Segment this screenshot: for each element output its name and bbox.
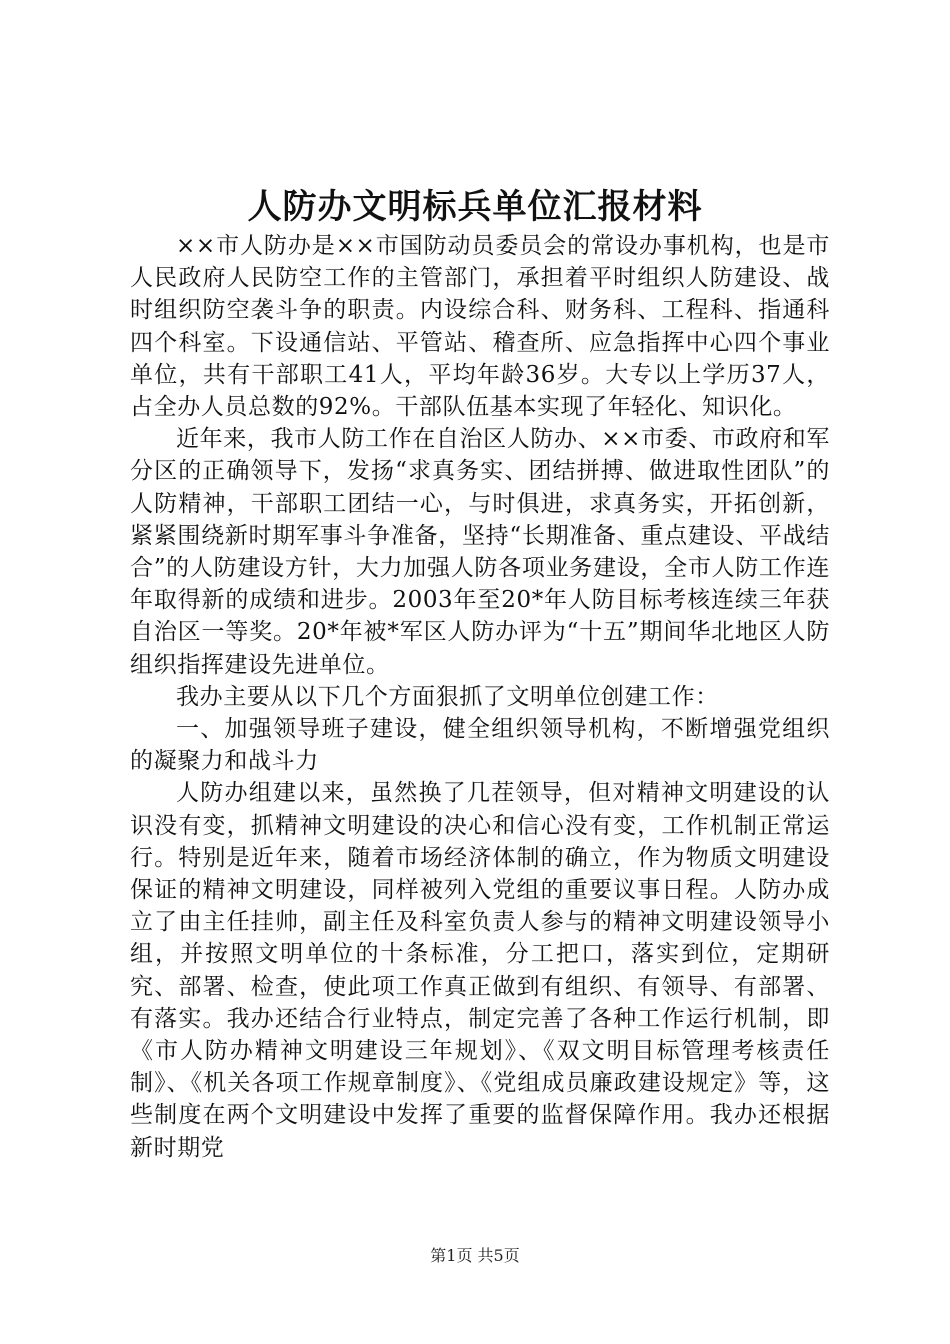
document-body	[130, 230, 830, 1164]
paragraph-leadership: 人防办组建以来，虽然换了几茬领导，但对精神文明建设的认识没有变，抓精神文明建设的决心和信心没有变，工作机制正常运行。特别是近年来，随着市场经济体制的确立，作为物质文明建设保证的精神文明建设，同样被列入党组的重要议事日程。人防办成立了由主任挂帅，副主任及科室负责人参与的精神文明建设领导小组，并按照文明单位的十条标准，分工把口，落实到位，定期研究、部署、检查，使此项工作真正做到有组织、有领导、有部署、有落实。我办还结合行业特点，制定完善了各种工作运行机制，即《市人防办精神文明建设三年规划》、《双文明目标管理考核责任制》、《机关各项工作规章制度》、《党组成员廉政建设规定》等，这些制度在两个文明建设中发挥了重要的监督保障作用。我办还根据新时期党	[130, 780, 830, 1161]
paragraph-intro: ××市人防办是××市国防动员委员会的常设办事机构，也是市人民政府人民防空工作的主管部门，承担着平时组织人防建设、战时组织防空袭斗争的职责。内设综合科、财务科、工程科、指通科四个科室。下设通信站、平管站、稽查所、应急指挥中心四个事业单位，共有干部职工41人，平均年龄36岁。大专以上学历37人，占全办人员总数的92%。干部队伍基本实现了年轻化、知识化。	[130, 233, 830, 421]
section-heading-1: 一、加强领导班子建设，健全组织领导机构，不断增强党组织的凝聚力和战斗力	[130, 716, 830, 775]
paragraph-achievements: 近年来，我市人防工作在自治区人防办、××市委、市政府和军分区的正确领导下，发扬“求真务实、团结拼搏、做进取性团队”的人防精神，干部职工团结一心，与时俱进，求真务实，开拓创新，紧紧围绕新时期军事斗争准备，坚持“长期准备、重点建设、平战结合”的人防建设方针，大力加强人防各项业务建设，全市人防工作连年取得新的成绩和进步。2003年至20*年人防目标考核连续三年获自治区一等奖。20*年被*军区人防办评为“十五”期间华北地区人防组织指挥建设先进单位。	[130, 426, 830, 678]
paragraph-overview: 我办主要从以下几个方面狠抓了文明单位创建工作：	[176, 683, 719, 710]
document-title: 人防办文明标兵单位汇报材料	[247, 187, 703, 227]
page-footer: 第1页 共5页	[430, 1246, 520, 1265]
